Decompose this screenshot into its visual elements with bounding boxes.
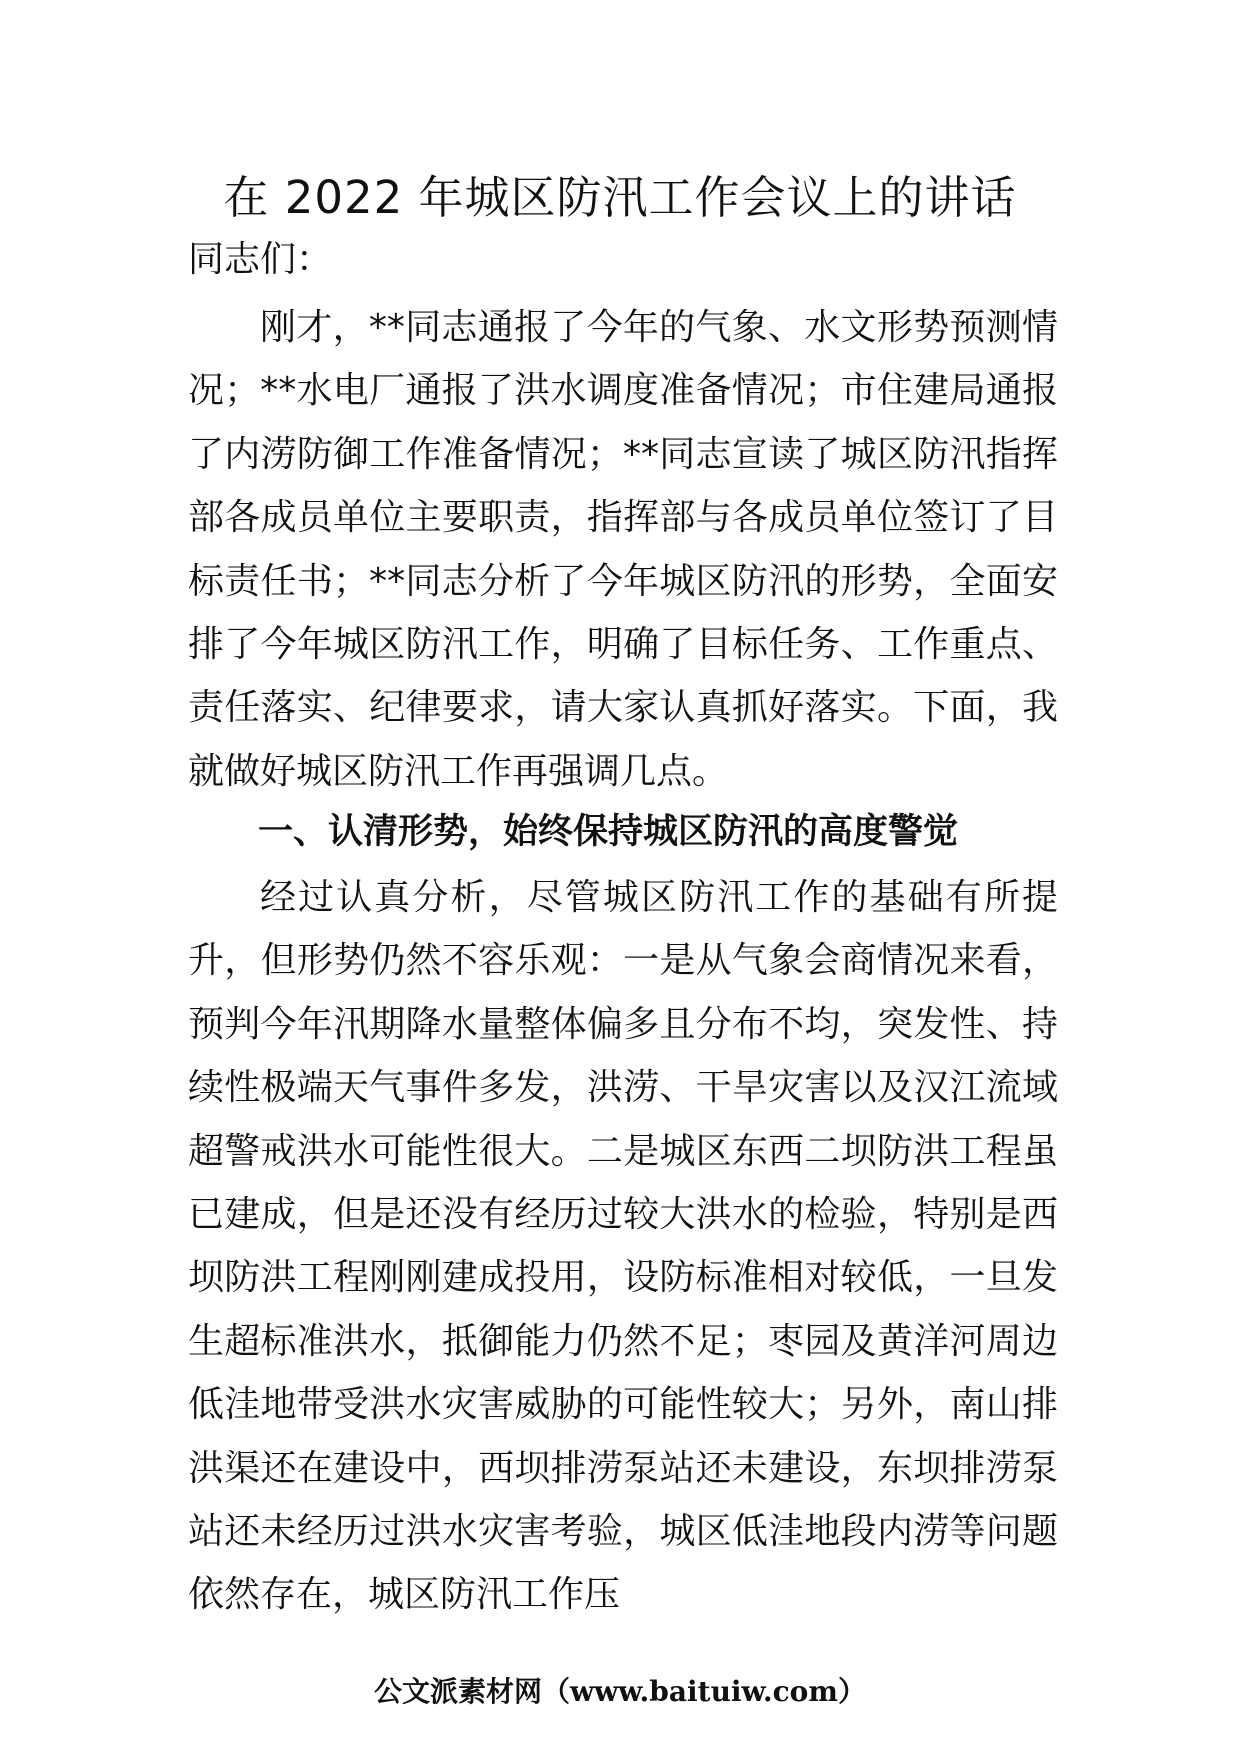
- salutation: 同志们：: [188, 239, 333, 280]
- section-heading: 一、认清形势，始终保持城区防汛的高度警觉: [258, 812, 959, 852]
- paragraph-situation: 经过认真分析，尽管城区防汛工作的基础有所提升，但形势仍然不容乐观：一是从气象会商情况来看，预判今年汛期降水量整体偏多且分布不均，突发性、持续性极端天气事件多发，洪涝、干旱灾害以及汉江流域超警戒洪水可能性很大。二是城区东西二坝防洪工程虽已建成，但是还没有经历过较大洪水的检验，特别是西坝防洪工程刚刚建成投用，设防标准相对较低，一旦发生超标准洪水，抵御能力仍然不足；枣园及黄洋河周边低洼地带受洪水灾害威胁的可能性较大；另外，南山排洪渠还在建设中，西坝排涝泵站还未建设，东坝排涝泵站还未经历过洪水灾害考验，城区低洼地段内涝等问题依然存在，城区防汛工作压: [188, 877, 1058, 1616]
- paragraph-intro: 刚才，**同志通报了今年的气象、水文形势预测情况；**水电厂通报了洪水调度准备情况；市住建局通报了内涝防御工作准备情况；**同志宣读了城区防汛指挥部各成员单位主要职责，指挥部与各成员单位签订了目标责任书；**同志分析了今年城区防汛的形势，全面安排了今年城区防汛工作，明确了目标任务、工作重点、责任落实、纪律要求，请大家认真抓好落实。下面，我就做好城区防汛工作再强调几点。: [188, 307, 1058, 792]
- footer-watermark: 公文派素材网（www.baituiw.com）: [374, 1675, 866, 1708]
- document-title: 在 2022 年城区防汛工作会议上的讲话: [223, 171, 1017, 224]
